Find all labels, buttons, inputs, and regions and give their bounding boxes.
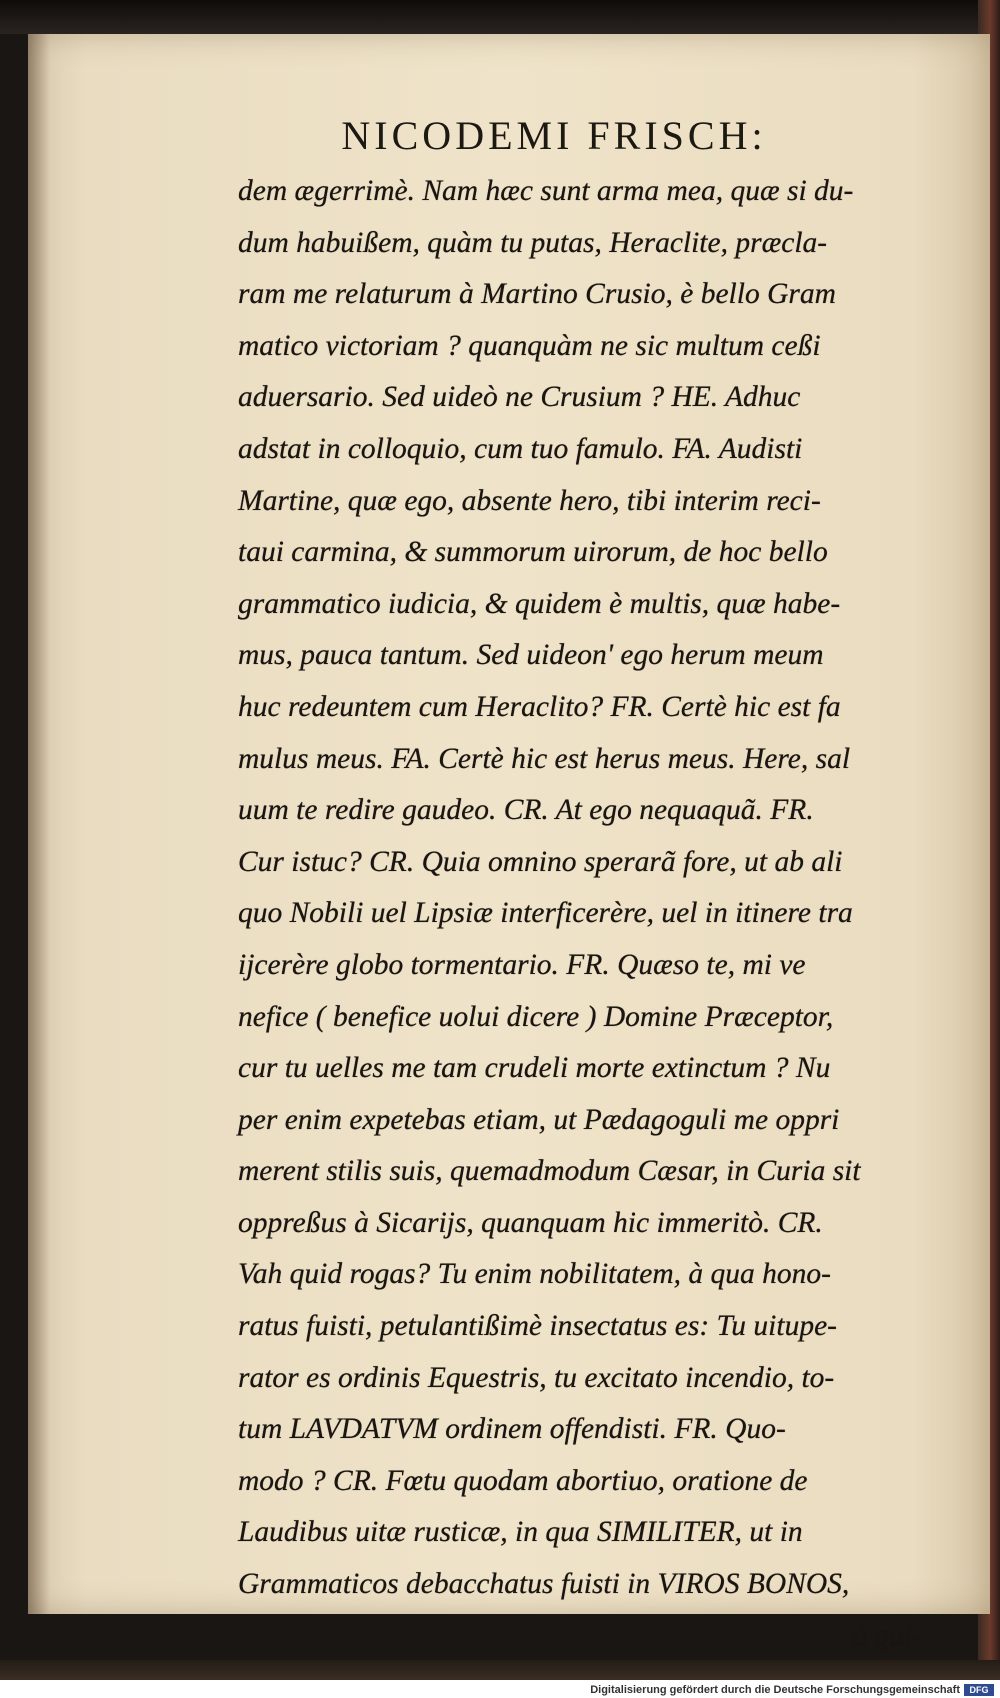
text-line: Martine, quæ ego, absente hero, tibi interim reci-	[238, 484, 821, 517]
text-line: huc redeuntem cum Heraclito? FR. Certè hic est fa	[238, 690, 841, 723]
text-line: nefice ( benefice uolui dicere ) Domine Præceptor,	[238, 1000, 834, 1033]
text-line: adstat in colloquio, cum tuo famulo. FA. Audisti	[238, 432, 803, 465]
text-line: mus, pauca tantum. Sed uideon' ego herum meum	[238, 639, 824, 672]
footer-strip	[0, 1660, 1000, 1680]
scan-top-edge	[0, 0, 1000, 34]
dfg-logo: DFG	[964, 1684, 994, 1696]
text-line: merent stilis suis, quemadmodum Cæsar, in Curia sit	[238, 1155, 861, 1188]
text-line: per enim expetebas etiam, ut Pædagoguli me oppri	[238, 1103, 840, 1136]
text-line: cur tu uelles me tam crudeli morte extinctum ? Nu	[238, 1052, 831, 1085]
text-line: ram me relaturum à Martino Crusio, è bello Gram	[238, 278, 836, 311]
catchword: à qui-	[852, 1619, 922, 1652]
text-line: ratus fuisti, petulantißimè insectatus es: Tu uitupe-	[238, 1310, 837, 1343]
text-line: Grammaticos debacchatus fuisti in VIROS BONOS,	[238, 1568, 850, 1601]
text-line: rator es ordinis Equestris, tu excitato incendio, to-	[238, 1361, 835, 1394]
text-line: quo Nobili uel Lipsiæ interficerère, uel in itinere tra	[238, 897, 853, 930]
digitization-credit: Digitalisierung gefördert durch die Deutsche Forschungsgemeinschaft	[590, 1684, 960, 1696]
text-line: dum habuißem, quàm tu putas, Heraclite, præcla-	[238, 226, 828, 259]
running-head: NICODEMI FRISCH:	[341, 113, 767, 158]
text-line: Laudibus uitæ rusticæ, in qua SIMILITER, ut in	[238, 1516, 803, 1549]
text-line: modo ? CR. Fœtu quodam abortiuo, oratione de	[238, 1464, 808, 1497]
body-text	[238, 166, 978, 1662]
book-page	[28, 34, 990, 1652]
text-line: oppreßus à Sicarijs, quanquam hic immeritò. CR.	[238, 1206, 823, 1239]
text-line: Cur istuc? CR. Quia omnino sperarã fore, ut ab ali	[238, 845, 843, 878]
text-line: dem ægerrimè. Nam hæc sunt arma mea, quæ si du-	[238, 175, 854, 207]
text-line: aduersario. Sed uideò ne Crusium ? HE. Adhuc	[238, 381, 801, 414]
text-line: mulus meus. FA. Certè hic est herus meus. Here, sal	[238, 742, 851, 775]
text-line: matico victoriam ? quanquàm ne sic multum ceßi	[238, 329, 821, 362]
text-line: grammatico iudicia, & quidem è multis, quæ habe-	[238, 587, 841, 620]
text-line: tum LAVDATVM ordinem offendisti. FR. Quo-	[238, 1413, 786, 1446]
scan-footer	[0, 1660, 1000, 1698]
text-line: ijcerère globo tormentario. FR. Quæso te, mi ve	[238, 948, 806, 981]
text-line: taui carmina, & summorum uirorum, de hoc bello	[238, 536, 828, 569]
text-line: Vah quid rogas? Tu enim nobilitatem, à qua hono-	[238, 1258, 832, 1291]
text-line: uum te redire gaudeo. CR. At ego nequaquã. FR.	[238, 794, 814, 827]
